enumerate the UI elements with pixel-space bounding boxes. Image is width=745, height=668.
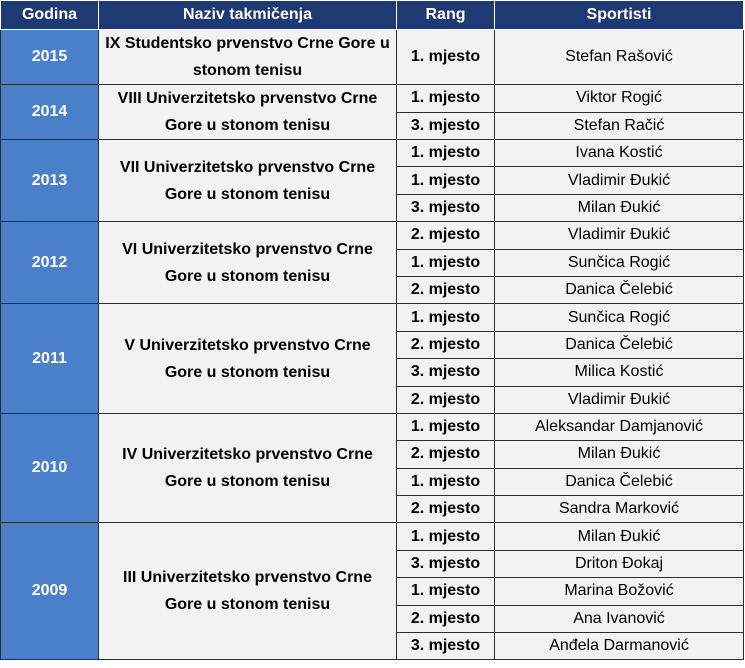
- athlete-cell: Stefan Račić: [495, 112, 744, 140]
- competition-cell: IX Studentsko prvenstvo Crne Gore u stonom tenisu: [99, 30, 397, 85]
- rank-cell: 2. mjesto: [397, 331, 495, 358]
- table-row: [1, 413, 744, 440]
- athlete-cell: Aleksandar Damjanović: [495, 413, 744, 440]
- year-cell: 2013: [1, 140, 99, 222]
- athlete-cell: Danica Čelebić: [495, 331, 744, 358]
- header-row: [1, 1, 744, 30]
- rank-cell: 1. mjesto: [397, 167, 495, 194]
- header-year: Godina: [1, 1, 99, 30]
- rank-cell: 3. mjesto: [397, 633, 495, 660]
- competition-cell: IV Univerzitetsko prvenstvo Crne Gore u stonom tenisu: [99, 413, 397, 523]
- year-cell: 2014: [1, 85, 99, 140]
- athlete-cell: Viktor Rogić: [495, 85, 744, 113]
- athlete-cell: Danica Čelebić: [495, 468, 744, 495]
- rank-cell: 3. mjesto: [397, 550, 495, 577]
- athlete-cell: Vladimir Đukić: [495, 167, 744, 194]
- rank-cell: 2. mjesto: [397, 441, 495, 468]
- header-rank: Rang: [397, 1, 495, 30]
- rank-cell: 1. mjesto: [397, 30, 495, 85]
- rank-cell: 1. mjesto: [397, 578, 495, 605]
- rank-cell: 2. mjesto: [397, 496, 495, 523]
- athlete-cell: Sunčica Rogić: [495, 304, 744, 331]
- table-row: [1, 140, 744, 167]
- rank-cell: 1. mjesto: [397, 140, 495, 167]
- year-cell: 2011: [1, 304, 99, 414]
- athlete-cell: Stefan Rašović: [495, 30, 744, 85]
- table-row: [1, 85, 744, 113]
- year-cell: 2010: [1, 413, 99, 523]
- rank-cell: 1. mjesto: [397, 85, 495, 113]
- table-row: [1, 304, 744, 331]
- athlete-cell: Sandra Marković: [495, 496, 744, 523]
- rank-cell: 1. mjesto: [397, 523, 495, 550]
- rank-cell: 3. mjesto: [397, 359, 495, 386]
- competition-cell: VIII Univerzitetsko prvenstvo Crne Gore u stonom tenisu: [99, 85, 397, 140]
- rank-cell: 2. mjesto: [397, 605, 495, 632]
- competition-cell: VII Univerzitetsko prvenstvo Crne Gore u stonom tenisu: [99, 140, 397, 222]
- year-cell: 2009: [1, 523, 99, 660]
- header-athletes: Sportisti: [495, 1, 744, 30]
- rank-cell: 3. mjesto: [397, 194, 495, 221]
- table-row: [1, 523, 744, 550]
- year-cell: 2015: [1, 30, 99, 85]
- table-body: [1, 30, 744, 660]
- year-cell: 2012: [1, 222, 99, 304]
- athlete-cell: Danica Čelebić: [495, 276, 744, 303]
- competition-cell: VI Univerzitetsko prvenstvo Crne Gore u stonom tenisu: [99, 222, 397, 304]
- table-row: [1, 30, 744, 85]
- competition-cell: III Univerzitetsko prvenstvo Crne Gore u stonom tenisu: [99, 523, 397, 660]
- rank-cell: 2. mjesto: [397, 386, 495, 413]
- athlete-cell: Ana Ivanović: [495, 605, 744, 632]
- rank-cell: 2. mjesto: [397, 276, 495, 303]
- athlete-cell: Anđela Darmanović: [495, 633, 744, 660]
- athlete-cell: Driton Đokaj: [495, 550, 744, 577]
- athlete-cell: Milica Kostić: [495, 359, 744, 386]
- athlete-cell: Milan Đukić: [495, 441, 744, 468]
- rank-cell: 1. mjesto: [397, 304, 495, 331]
- athlete-cell: Milan Đukić: [495, 523, 744, 550]
- rank-cell: 2. mjesto: [397, 222, 495, 249]
- athlete-cell: Vladimir Đukić: [495, 222, 744, 249]
- rank-cell: 3. mjesto: [397, 112, 495, 140]
- athlete-cell: Vladimir Đukić: [495, 386, 744, 413]
- header-competition: Naziv takmičenja: [99, 1, 397, 30]
- athlete-cell: Marina Božović: [495, 578, 744, 605]
- rank-cell: 1. mjesto: [397, 249, 495, 276]
- athlete-cell: Milan Đukić: [495, 194, 744, 221]
- competition-cell: V Univerzitetsko prvenstvo Crne Gore u stonom tenisu: [99, 304, 397, 414]
- athlete-cell: Sunčica Rogić: [495, 249, 744, 276]
- table-row: [1, 222, 744, 249]
- athlete-cell: Ivana Kostić: [495, 140, 744, 167]
- rank-cell: 1. mjesto: [397, 413, 495, 440]
- rank-cell: 1. mjesto: [397, 468, 495, 495]
